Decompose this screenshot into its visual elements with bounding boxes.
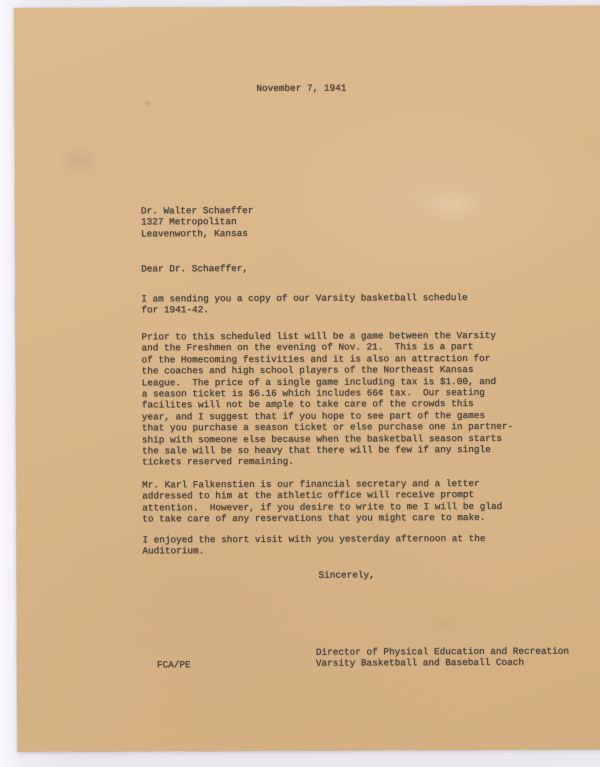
- body-paragraph-2: Prior to this scheduled list will be a game between the Varsity and the Freshmen on the evening of Nov. 21. This is a part of the Homecoming festivities and it is also an attraction for the coaches and high school players of the Northeast Kansas League. The price of a single game including tax is $1.00, and a season ticket is $6.16 which includes 66¢ tax. Our seating facilites will not be ample to take care of the crowds this year, and I suggest that if you hope to see part of the games that you purchase a season ticket or else purchase one in partner- ship with someone else because when the basketball season starts the sale will be so heavy that there will be few if any single tickets reserved remaining.: [141, 329, 514, 468]
- reference-initials: FCA/PE: [156, 659, 191, 671]
- body-paragraph-4: I enjoyed the short visit with you yesterday afternoon at the Auditorium.: [142, 532, 486, 557]
- letter-paper: [14, 5, 600, 752]
- letter-date: November 7, 1941: [256, 82, 347, 94]
- salutation: Dear Dr. Schaeffer,: [141, 262, 249, 275]
- body-paragraph-1: I am sending you a copy of our Varsity basketball schedule for 1941-42.: [141, 292, 468, 316]
- paper-smudge: [57, 146, 103, 176]
- paper-smudge: [423, 188, 483, 222]
- paper-smudge: [432, 616, 458, 632]
- recipient-address-block: Dr. Walter Schaeffer 1327 Metropolitan Leavenworth, Kansas: [140, 204, 254, 240]
- signature-title-block: Director of Physical Education and Recreation Varsity Basketball and Baseball Coach: [315, 645, 570, 670]
- closing: Sincerely,: [318, 569, 375, 581]
- paper-smudge: [142, 99, 152, 107]
- body-paragraph-3: Mr. Karl Falkenstien is our financial secretary and a letter addressed to him at the athletic office will receive prompt attention. However, if you desire to write to me I will be glad to take care of any reservations that you might care to make.: [142, 477, 503, 525]
